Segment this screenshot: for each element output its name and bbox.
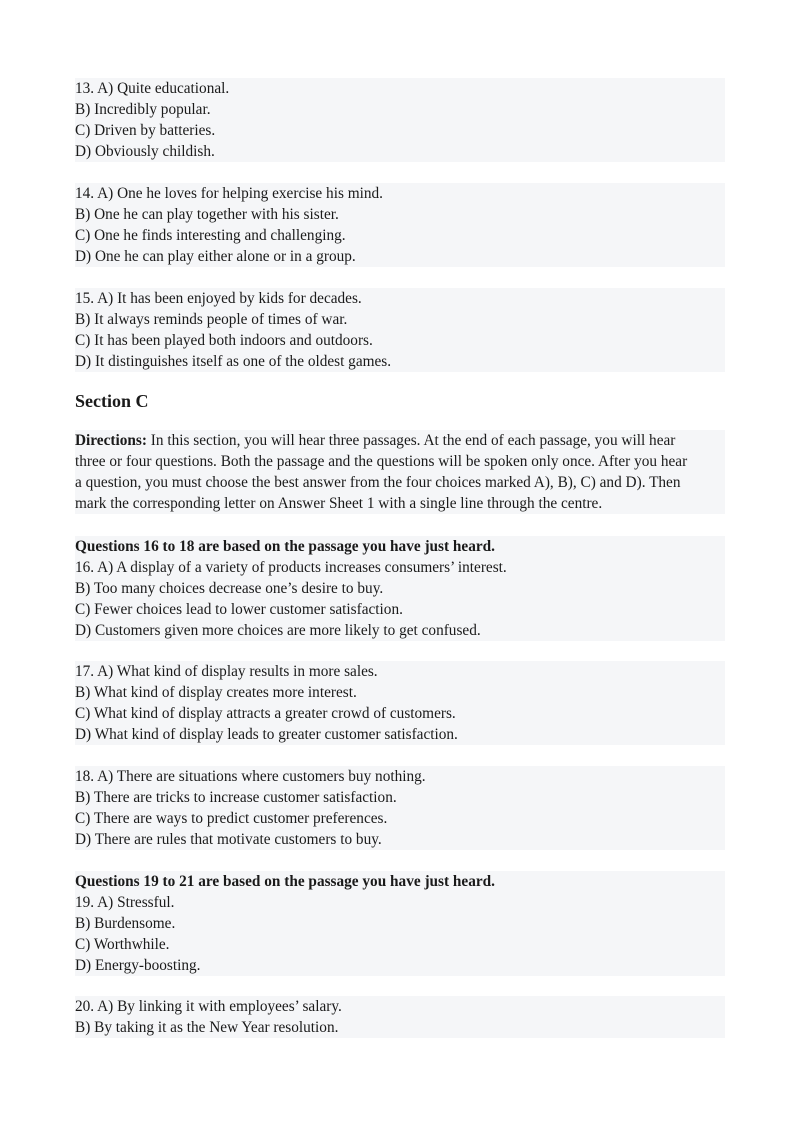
question-15 — [75, 288, 725, 372]
question-18-option-c: C) There are ways to predict customer preferences. — [75, 810, 388, 827]
question-18-option-a: 18. A) There are situations where customers buy nothing. — [75, 768, 426, 785]
question-13-option-a: 13. A) Quite educational. — [75, 80, 230, 97]
question-18 — [75, 766, 725, 850]
directions-line-2: three or four questions. Both the passage and the questions will be spoken only once. After you hear — [75, 453, 688, 470]
question-15-option-c: C) It has been played both indoors and outdoors. — [75, 332, 373, 349]
question-17 — [75, 661, 725, 745]
question-19-option-d: D) Energy-boosting. — [75, 957, 201, 974]
question-14-option-d: D) One he can play either alone or in a group. — [75, 248, 356, 265]
question-14 — [75, 183, 725, 267]
question-15-option-b: B) It always reminds people of times of war. — [75, 311, 348, 328]
directions-line-4: mark the corresponding letter on Answer Sheet 1 with a single line through the centre. — [75, 495, 603, 512]
question-18-option-b: B) There are tricks to increase customer satisfaction. — [75, 789, 397, 806]
question-19-option-c: C) Worthwhile. — [75, 936, 170, 953]
group-16-18-header: Questions 16 to 18 are based on the passage you have just heard. — [75, 538, 495, 555]
section-c-title: Section C — [75, 391, 149, 411]
question-13-option-c: C) Driven by batteries. — [75, 122, 216, 139]
question-19 — [75, 871, 725, 976]
section-c-directions — [75, 430, 725, 514]
question-14-option-b: B) One he can play together with his sister. — [75, 206, 339, 223]
directions-line-3: a question, you must choose the best answer from the four choices marked A), B), C) and D). Then — [75, 474, 681, 491]
question-17-option-d: D) What kind of display leads to greater customer satisfaction. — [75, 726, 458, 743]
question-17-option-a: 17. A) What kind of display results in more sales. — [75, 663, 378, 680]
directions-label: Directions: — [75, 432, 147, 449]
directions-text-1: In this section, you will hear three passages. At the end of each passage, you will hear — [146, 432, 676, 449]
question-15-option-a: 15. A) It has been enjoyed by kids for decades. — [75, 290, 362, 307]
question-18-option-d: D) There are rules that motivate customers to buy. — [75, 831, 382, 848]
question-17-option-c: C) What kind of display attracts a greater crowd of customers. — [75, 705, 456, 722]
question-13-option-b: B) Incredibly popular. — [75, 101, 211, 118]
question-16-option-a: 16. A) A display of a variety of products increases consumers’ interest. — [75, 559, 507, 576]
question-14-option-c: C) One he finds interesting and challenging. — [75, 227, 346, 244]
directions-line-1 — [75, 430, 725, 451]
question-16-option-c: C) Fewer choices lead to lower customer satisfaction. — [75, 601, 403, 618]
question-19-option-a: 19. A) Stressful. — [75, 894, 175, 911]
question-16-option-b: B) Too many choices decrease one’s desire to buy. — [75, 580, 384, 597]
question-20-option-b: B) By taking it as the New Year resolution. — [75, 1019, 339, 1036]
question-16 — [75, 536, 725, 641]
question-20-option-a: 20. A) By linking it with employees’ salary. — [75, 998, 342, 1015]
question-14-option-a: 14. A) One he loves for helping exercise his mind. — [75, 185, 383, 202]
question-19-option-b: B) Burdensome. — [75, 915, 176, 932]
question-17-option-b: B) What kind of display creates more interest. — [75, 684, 357, 701]
question-16-option-d: D) Customers given more choices are more likely to get confused. — [75, 622, 481, 639]
question-20 — [75, 996, 725, 1038]
question-13 — [75, 78, 725, 162]
group-19-21-header: Questions 19 to 21 are based on the passage you have just heard. — [75, 873, 495, 890]
question-13-option-d: D) Obviously childish. — [75, 143, 215, 160]
question-15-option-d: D) It distinguishes itself as one of the oldest games. — [75, 353, 392, 370]
